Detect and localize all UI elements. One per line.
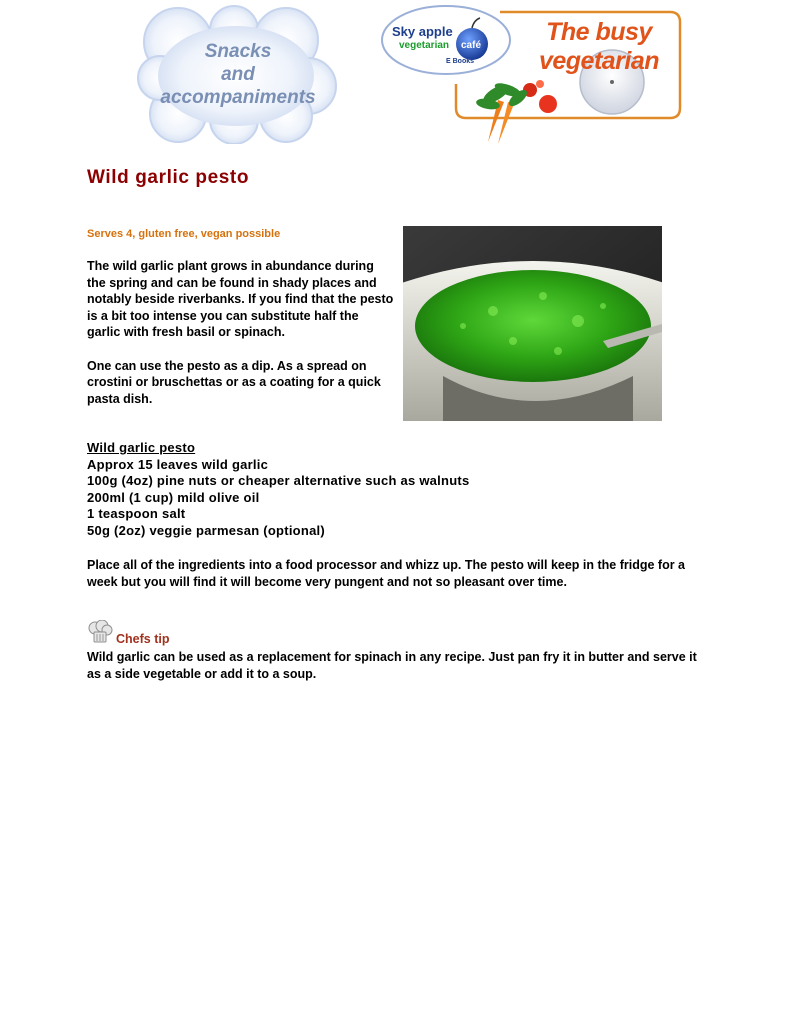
serves-info: Serves 4, gluten free, vegan possible — [87, 228, 281, 240]
pesto-bowl-photo — [403, 226, 662, 421]
ingredient-item: 1 teaspoon salt — [87, 506, 186, 522]
ingredient-item: 200ml (1 cup) mild olive oil — [87, 489, 260, 505]
brand-subname: vegetarian — [399, 40, 450, 51]
brand-ebooks: E Books — [446, 58, 475, 65]
intro-paragraph: The wild garlic plant grows in abundance during the spring and can be found in shady places and notably beside riverbanks. If you find that the pesto is a bit too intense you can substitute half the garlic with fresh basil or spinach. — [87, 259, 394, 339]
ingredient-item: 100g (4oz) pine nuts or cheaper alternative such as walnuts — [87, 473, 470, 489]
header-banner — [0, 0, 800, 150]
section-label-line: accompaniments — [160, 87, 316, 108]
ingredient-item: Approx 15 leaves wild garlic — [87, 456, 269, 472]
method-text: Place all of the ingredients into a food processor and whizz up. The pesto will keep in the fridge for a week but you will find it will become very pungent and not so pleasant over time. — [87, 558, 685, 589]
ingredients-heading: Wild garlic pesto — [87, 440, 196, 455]
brand-cafe: café — [461, 40, 482, 51]
chef-hat-icon — [87, 620, 113, 644]
series-title-line: vegetarian — [538, 47, 660, 75]
series-title — [524, 18, 674, 76]
brand-name: Sky apple — [392, 24, 453, 39]
chefs-tip-label: Chefs tip — [116, 632, 170, 646]
chefs-tip-text: Wild garlic can be used as a replacement for spinach in any recipe. Just pan fry it in butter and serve it as a side vegetable or add it to a soup. — [87, 650, 697, 681]
ingredient-item: 50g (2oz) veggie parmesan (optional) — [87, 522, 325, 538]
ingredients-list — [87, 440, 727, 540]
intro-paragraph: One can use the pesto as a dip. As a spread on crostini or bruschettas or as a coating for a quick pasta dish. — [87, 358, 381, 406]
section-label — [150, 40, 326, 109]
recipe-title: Wild garlic pesto — [87, 167, 250, 188]
section-label-line: Snacks — [204, 41, 272, 62]
section-label-line: and — [221, 64, 255, 85]
series-title-line: The busy — [546, 18, 652, 46]
intro-text — [87, 258, 395, 424]
